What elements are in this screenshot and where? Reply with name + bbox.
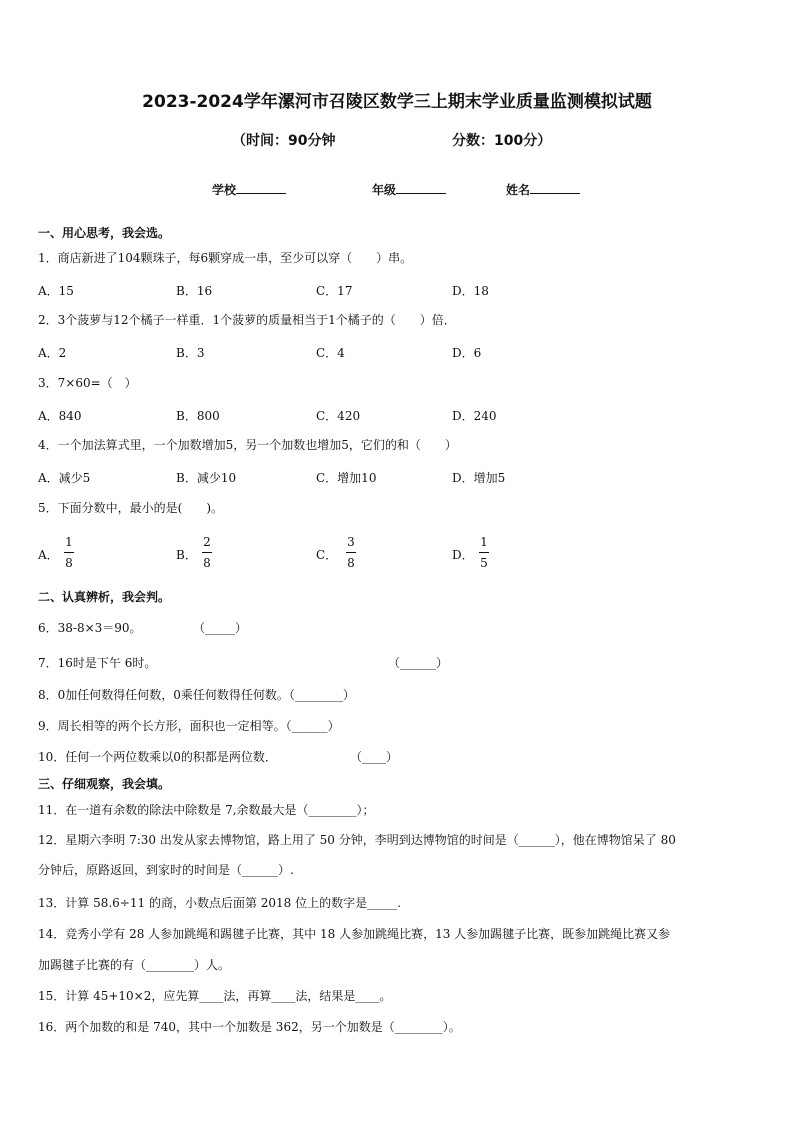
fraction-bar [346,552,356,553]
option: D．240 [452,409,497,423]
option: C．4 [316,346,345,360]
option: A．2 [38,346,67,360]
option: B．800 [176,409,220,423]
fraction-numerator: 2 [203,535,211,549]
fraction-denominator: 8 [65,556,73,570]
option: A．减少5 [38,471,91,485]
option: C．17 [316,284,353,298]
section-heading: 二、认真辨析，我会判。 [38,590,171,604]
fraction-numerator: 1 [65,535,73,549]
fraction-bar [202,552,212,553]
question-text-continued: 分钟后，原路返回，到家时的时间是（______）. [38,863,294,877]
question-text: 6．38-8×3＝90。 [38,621,142,635]
question-text: 10．任何一个两位数乘以0的积都是两位数． [38,750,277,764]
option: D．增加5 [452,471,506,485]
page-title: 2023-2024学年漯河市召陵区数学三上期末学业质量监测模拟试题 [142,92,652,112]
question-stem: 4．一个加法算式里，一个加数增加5，另一个加数也增加5，它们的和（ ） [38,438,457,452]
score-label: 分数：100分） [452,133,552,149]
question-text: 12．星期六李明 7:30 出发从家去博物馆，路上用了 50 分钟，李明到达博物馆的时间是（______），他在博物馆呆了 80 [38,833,676,847]
question-text: 15．计算 45+10×2，应先算____法，再算____法，结果是____。 [38,989,392,1003]
option: A．15 [38,284,74,298]
option: C．增加10 [316,471,377,485]
question-stem: 3．7×60=（ ） [38,376,137,390]
option-letter: B． [176,548,197,562]
time-label: （时间：90分钟 [232,133,336,149]
option: A．840 [38,409,82,423]
section-heading: 一、用心思考，我会选。 [38,226,171,240]
question-stem: 5．下面分数中，最小的是( )。 [38,501,223,515]
school-label: 学校 [212,183,237,197]
question-stem: 2．3个菠萝与12个橘子一样重．1个菠萝的质量相当于1个橘子的（ ）倍． [38,313,456,327]
question-stem: 1．商店新进了104颗珠子，每6颗穿成一串，至少可以穿（ ）串。 [38,251,413,265]
name-label: 姓名 [506,183,531,197]
fraction-option [202,535,212,570]
question-text: 7．16时是下午 6时。 [38,656,157,670]
fraction-numerator: 1 [480,535,488,549]
fraction-option [346,535,356,570]
school-blank [236,181,286,194]
fraction-denominator: 8 [203,556,211,570]
school-field [212,181,286,198]
grade-blank [396,181,446,194]
option: B．16 [176,284,213,298]
fraction-bar [64,552,74,553]
question-text: 9．周长相等的两个长方形，面积也一定相等。（______） [38,719,340,733]
option: B．减少10 [176,471,237,485]
option: D．18 [452,284,489,298]
option-letter: D． [452,548,474,562]
fraction-denominator: 5 [480,556,488,570]
name-blank [530,181,580,194]
fraction-denominator: 8 [347,556,355,570]
option: D．6 [452,346,482,360]
question-text-continued: 加踢毽子比赛的有（________）人。 [38,958,231,972]
answer-blank: （______） [388,656,449,670]
grade-label: 年级 [372,183,397,197]
grade-field [372,181,446,198]
fraction-bar [479,552,489,553]
fraction-option [479,535,489,570]
question-text: 16．两个加数的和是 740，其中一个加数是 362，另一个加数是（________）。 [38,1020,461,1034]
option: C．420 [316,409,361,423]
answer-blank: （_____） [193,621,248,635]
option: B．3 [176,346,205,360]
name-field [506,181,580,198]
question-text: 14．竞秀小学有 28 人参加跳绳和踢毽子比赛，其中 18 人参加跳绳比赛，13 人参加踢毽子比赛，既参加跳绳比赛又参 [38,927,671,941]
section-heading: 三、仔细观察，我会填。 [38,777,171,791]
question-text: 8．0加任何数得任何数，0乘任何数得任何数。（________） [38,688,355,702]
question-text: 13．计算 58.6÷11 的商，小数点后面第 2018 位上的数字是_____. [38,896,401,910]
answer-blank: （____） [350,750,399,764]
option-letter: C． [316,548,338,562]
question-text: 11．在一道有余数的除法中除数是 7,余数最大是（________）； [38,803,375,817]
option-letter: A． [38,548,59,562]
fraction-numerator: 3 [347,535,355,549]
fraction-option [64,535,74,570]
